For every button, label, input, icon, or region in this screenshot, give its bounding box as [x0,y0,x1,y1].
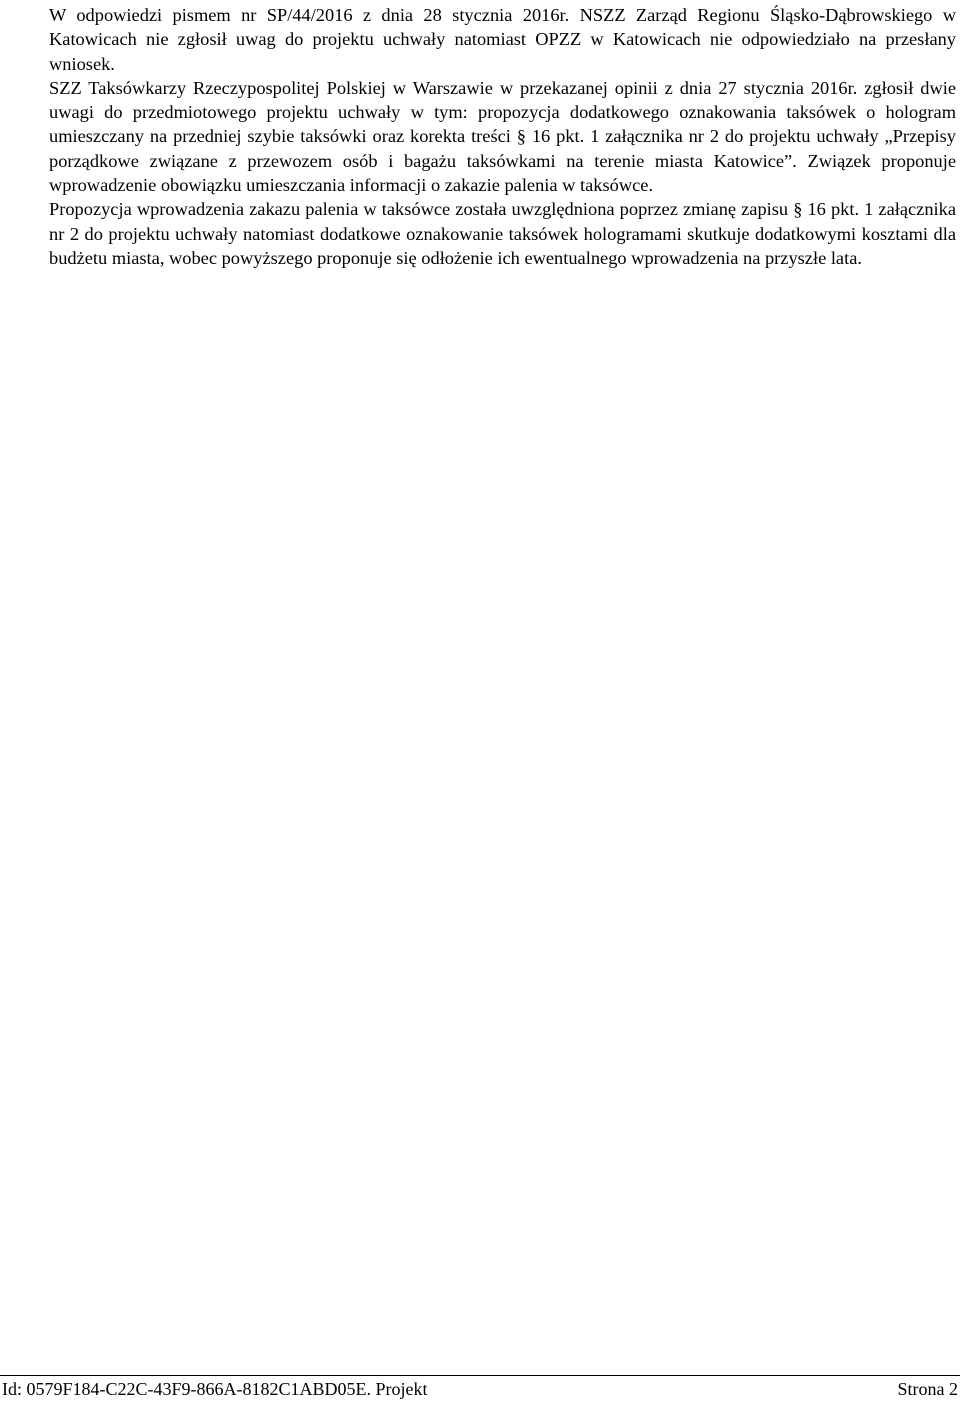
paragraph-taxi-union-remarks: SZZ Taksówkarzy Rzeczypospolitej Polskiej w Warszawie w przekazanej opinii z dnia 27 stycznia 2016r. zgłosił dwie uwagi do przedmiotowego projektu uchwały w tym: propozycja dodatkowego oznakowania taksówek o hologram umieszczany na przedniej szybie taksówki oraz korekta treści § 16 pkt. 1 załącznika nr 2 do projektu uchwały „Przepisy porządkowe związane z przewozem osób i bagażu taksówkami na terenie miasta Katowice”. Związek proponuje wprowadzenie obowiązku umieszczania informacji o zakazie palenia w taksówce. [49,77,956,196]
document-id: Id: 0579F184-C22C-43F9-866A-8182C1ABD05E. Projekt [2,1379,428,1399]
document-body [49,3,956,270]
page-number: Strona 2 [897,1379,958,1399]
paragraph-opinions-responses: W odpowiedzi pismem nr SP/44/2016 z dnia 28 stycznia 2016r. NSZZ Zarząd Regionu Śląsko-Dąbrowskiego w Katowicach nie zgłosił uwag do projektu uchwały natomiast OPZZ w Katowicach nie odpowiedziało na przesłany wniosek. [49,5,956,74]
page-footer [0,1375,960,1400]
paragraph-resolution-outcome: Propozycja wprowadzenia zakazu palenia w taksówce została uwzględniona poprzez zmianę zapisu § 16 pkt. 1 załącznika nr 2 do projektu uchwały natomiast dodatkowe oznakowanie taksówek hologramami skutkuje dodatkowymi kosztami dla budżetu miasta, wobec powyższego proponuje się odłożenie ich ewentualnego wprowadzenia na przyszłe lata. [49,199,956,268]
